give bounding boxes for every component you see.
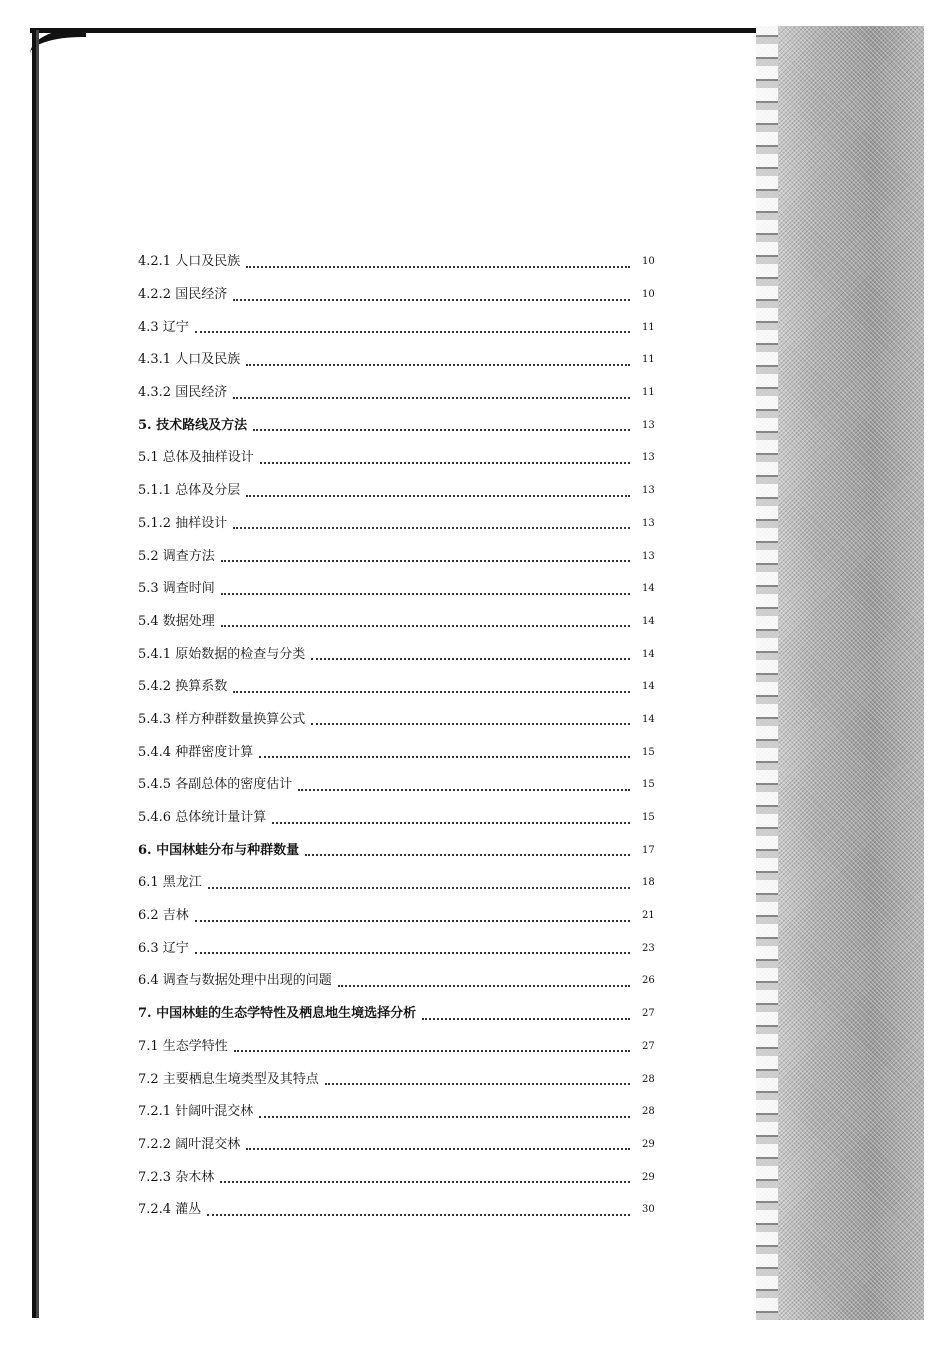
toc-dot-leader — [233, 396, 630, 399]
toc-entry[interactable] — [138, 932, 658, 965]
toc-entry[interactable] — [138, 442, 658, 475]
toc-entry-page-number: 28 — [642, 1106, 655, 1118]
toc-entry-title: 4.2.1 人口及民族 — [138, 254, 241, 270]
toc-entry[interactable] — [138, 1129, 658, 1162]
toc-entry[interactable] — [138, 769, 658, 802]
toc-dot-leader — [221, 592, 630, 595]
toc-entry[interactable] — [138, 736, 658, 769]
toc-entry[interactable] — [138, 540, 658, 573]
toc-dot-leader — [195, 951, 630, 954]
toc-entry[interactable] — [138, 802, 658, 835]
toc-entry-title: 5. 技术路线及方法 — [138, 417, 248, 433]
toc-entry-page-number: 14 — [642, 681, 655, 693]
toc-entry-title: 6.1 黑龙江 — [138, 875, 202, 891]
toc-entry[interactable] — [138, 475, 658, 508]
toc-entry-title: 7. 中国林蛙的生态学特性及栖息地生境选择分析 — [138, 1006, 417, 1022]
toc-entry[interactable] — [138, 606, 658, 639]
toc-entry[interactable] — [138, 900, 658, 933]
toc-dot-leader — [234, 1049, 630, 1052]
toc-entry-title: 5.1.1 总体及分层 — [138, 483, 241, 499]
toc-entry-page-number: 27 — [642, 1040, 655, 1052]
toc-entry-page-number: 11 — [642, 387, 655, 399]
toc-entry[interactable] — [138, 573, 658, 606]
toc-entry-page-number: 15 — [642, 746, 655, 758]
toc-entry-page-number: 30 — [642, 1204, 655, 1216]
toc-entry-page-number: 13 — [642, 550, 655, 562]
toc-entry[interactable] — [138, 965, 658, 998]
toc-entry-title: 4.3 辽宁 — [138, 319, 189, 335]
toc-dot-leader — [246, 1147, 630, 1150]
toc-entry-page-number: 29 — [642, 1171, 655, 1183]
toc-dot-leader — [221, 559, 630, 562]
toc-entry-title: 5.2 调查方法 — [138, 548, 215, 564]
page-top-edge — [30, 28, 760, 33]
toc-entry-page-number: 27 — [642, 1008, 655, 1020]
toc-entry-page-number: 13 — [642, 419, 655, 431]
toc-entry[interactable] — [138, 344, 658, 377]
toc-entry[interactable] — [138, 377, 658, 410]
toc-dot-leader — [338, 984, 630, 987]
toc-entry-title: 6.3 辽宁 — [138, 940, 189, 956]
toc-entry-page-number: 14 — [642, 615, 655, 627]
toc-entry-title: 7.1 生态学特性 — [138, 1038, 228, 1054]
toc-dot-leader — [253, 428, 630, 431]
toc-entry-page-number: 18 — [642, 877, 655, 889]
toc-entry-page-number: 14 — [642, 648, 655, 660]
toc-entry-page-number: 13 — [642, 452, 655, 464]
toc-dot-leader — [260, 461, 630, 464]
toc-entry-title: 5.4.1 原始数据的检查与分类 — [138, 646, 306, 662]
toc-dot-leader — [221, 624, 630, 627]
toc-entry[interactable] — [138, 704, 658, 737]
toc-entry[interactable] — [138, 409, 658, 442]
toc-entry-page-number: 14 — [642, 713, 655, 725]
toc-dot-leader — [259, 1115, 630, 1118]
toc-entry-title: 4.3.2 国民经济 — [138, 385, 228, 401]
toc-entry-title: 5.4.2 换算系数 — [138, 679, 228, 695]
toc-entry-title: 4.3.1 人口及民族 — [138, 352, 241, 368]
toc-entry-title: 7.2 主要栖息生境类型及其特点 — [138, 1071, 319, 1087]
toc-dot-leader — [422, 1017, 630, 1020]
toc-entry-page-number: 10 — [642, 256, 655, 268]
toc-entry[interactable] — [138, 1161, 658, 1194]
toc-dot-leader — [311, 657, 630, 660]
toc-entry[interactable] — [138, 311, 658, 344]
toc-entry[interactable] — [138, 638, 658, 671]
toc-entry[interactable] — [138, 1031, 658, 1064]
toc-entry[interactable] — [138, 867, 658, 900]
toc-entry-page-number: 11 — [642, 354, 655, 366]
toc-entry-title: 7.2.3 杂木林 — [138, 1169, 215, 1185]
toc-entry-page-number: 14 — [642, 583, 655, 595]
toc-entry[interactable] — [138, 508, 658, 541]
page-binding-edge — [32, 30, 39, 1318]
toc-dot-leader — [233, 690, 630, 693]
toc-entry-page-number: 29 — [642, 1138, 655, 1150]
toc-dot-leader — [272, 821, 630, 824]
toc-dot-leader — [220, 1180, 630, 1183]
toc-dot-leader — [305, 853, 630, 856]
toc-entry-page-number: 10 — [642, 289, 655, 301]
toc-dot-leader — [259, 755, 630, 758]
toc-entry-title: 5.4.3 样方种群数量换算公式 — [138, 711, 306, 727]
toc-dot-leader — [325, 1082, 630, 1085]
toc-entry-title: 6. 中国林蛙分布与种群数量 — [138, 842, 300, 858]
toc-entry-title: 5.4 数据处理 — [138, 613, 215, 629]
toc-dot-leader — [233, 526, 630, 529]
toc-entry-page-number: 23 — [642, 942, 655, 954]
toc-dot-leader — [207, 1213, 630, 1216]
page-halftone-border — [756, 26, 778, 1320]
toc-entry-page-number: 21 — [642, 910, 655, 922]
toc-dot-leader — [246, 363, 630, 366]
toc-entry-page-number: 13 — [642, 517, 655, 529]
toc-entry[interactable] — [138, 998, 658, 1031]
toc-entry[interactable] — [138, 834, 658, 867]
toc-dot-leader — [233, 298, 630, 301]
toc-entry[interactable] — [138, 279, 658, 312]
toc-entry-title: 5.3 调查时间 — [138, 581, 215, 597]
toc-entry-title: 7.2.1 针阔叶混交林 — [138, 1104, 254, 1120]
toc-entry[interactable] — [138, 1063, 658, 1096]
toc-entry-page-number: 11 — [642, 321, 655, 333]
toc-dot-leader — [298, 788, 630, 791]
toc-dot-leader — [195, 330, 630, 333]
toc-entry-page-number: 15 — [642, 779, 655, 791]
toc-entry-page-number: 13 — [642, 485, 655, 497]
toc-entry-title: 5.1 总体及抽样设计 — [138, 450, 254, 466]
toc-entry-title: 5.4.6 总体统计量计算 — [138, 810, 267, 826]
toc-entry-page-number: 15 — [642, 812, 655, 824]
toc-dot-leader — [246, 265, 630, 268]
toc-entry[interactable] — [138, 1194, 658, 1227]
toc-entry-title: 6.4 调查与数据处理中出现的问题 — [138, 973, 332, 989]
toc-entry-page-number: 17 — [642, 844, 655, 856]
toc-entry-title: 5.4.4 种群密度计算 — [138, 744, 254, 760]
toc-entry-page-number: 26 — [642, 975, 655, 987]
toc-entry-title: 5.4.5 各副总体的密度估计 — [138, 777, 293, 793]
page-shadow-edge — [756, 26, 924, 1320]
toc-entry-title: 7.2.4 灌丛 — [138, 1202, 202, 1218]
toc-entry-title: 4.2.2 国民经济 — [138, 287, 228, 303]
toc-entry[interactable] — [138, 671, 658, 704]
toc-entry-title: 5.1.2 抽样设计 — [138, 515, 228, 531]
toc-entry-page-number: 28 — [642, 1073, 655, 1085]
toc-entry[interactable] — [138, 1096, 658, 1129]
toc-entry-title: 6.2 吉林 — [138, 908, 189, 924]
toc-dot-leader — [246, 494, 630, 497]
toc-entry-title: 7.2.2 阔叶混交林 — [138, 1136, 241, 1152]
table-of-contents — [138, 246, 658, 1227]
toc-entry[interactable] — [138, 246, 658, 279]
toc-dot-leader — [311, 722, 630, 725]
toc-dot-leader — [208, 886, 630, 889]
toc-dot-leader — [195, 919, 630, 922]
